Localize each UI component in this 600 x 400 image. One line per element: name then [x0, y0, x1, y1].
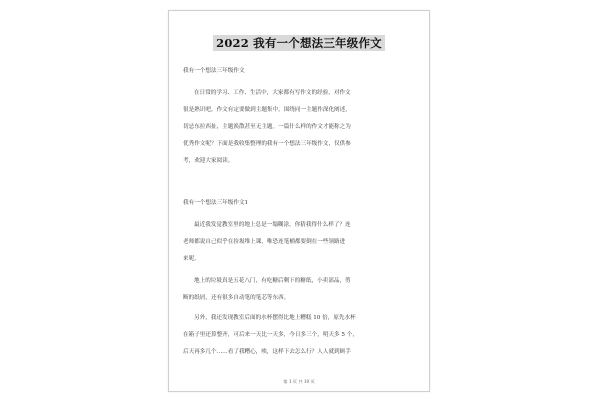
essay-heading-text: 我有一个想法三年级作文1 — [183, 200, 249, 206]
essay-paragraph-3 — [183, 310, 417, 361]
intro-line: 在日常的学习、工作、生活中，大家都有写作文的经验，对作文 — [194, 90, 351, 96]
intro-paragraph — [183, 85, 417, 170]
page-number: 第 1 页 共 10 页 — [283, 379, 315, 384]
intro-line: 考，欢迎大家阅读。 — [183, 158, 234, 164]
essay-line: 断的纸屑，还有很多自动笔的笔芯等东西。 — [183, 295, 290, 301]
document-title — [169, 35, 429, 51]
essay-paragraph-1 — [183, 217, 417, 268]
essay-line: 来呢。 — [183, 256, 200, 262]
intro-line: 切忌东拉西扯，主题涣散甚至无主题。一篇什么样的作文才能称之为 — [183, 124, 351, 130]
intro-heading-text: 我有一个想法三年级作文 — [183, 68, 245, 74]
intro-line: 很是熟识吧，作文有定要做到主题集中，围绕同一主题作深化阐述， — [183, 107, 351, 113]
essay-line: 后天再多几个……看了我糟心，唉，这样下去怎么行？人人就到顾手 — [183, 349, 351, 355]
essay-line: 地上的垃圾真是五花八门，有吃糖后剩下的糖纸，小卖部品，剪 — [194, 278, 351, 284]
intro-heading — [183, 63, 417, 80]
essay-line: 另外，我还发现教室后面的水杯摆得比地上糟糕 10 倍，原先水杯 — [194, 315, 356, 321]
essay-line: 在箱子里还算整齐，可后来一天比一天多，今日多三个，明天多 5 个， — [183, 332, 358, 338]
essay-line: 老师都说自己似乎在捡圾堆上课，唯恐连笔桶都要倒在一些领路进 — [183, 239, 346, 245]
essay-paragraph-2 — [183, 273, 417, 307]
document-title-text: 2022 我有一个想法三年级作文 — [213, 35, 385, 51]
document-page — [168, 10, 430, 392]
intro-line: 优秀作文呢？下面是我收集整理的我有一个想法三年级作文，仅供参 — [183, 141, 351, 147]
page-footer — [169, 379, 429, 385]
essay-line: 最近我发觉教室里的地上总是一塌糊涂，你猜我得什么样了？连 — [194, 222, 351, 228]
essay-heading — [183, 195, 417, 212]
